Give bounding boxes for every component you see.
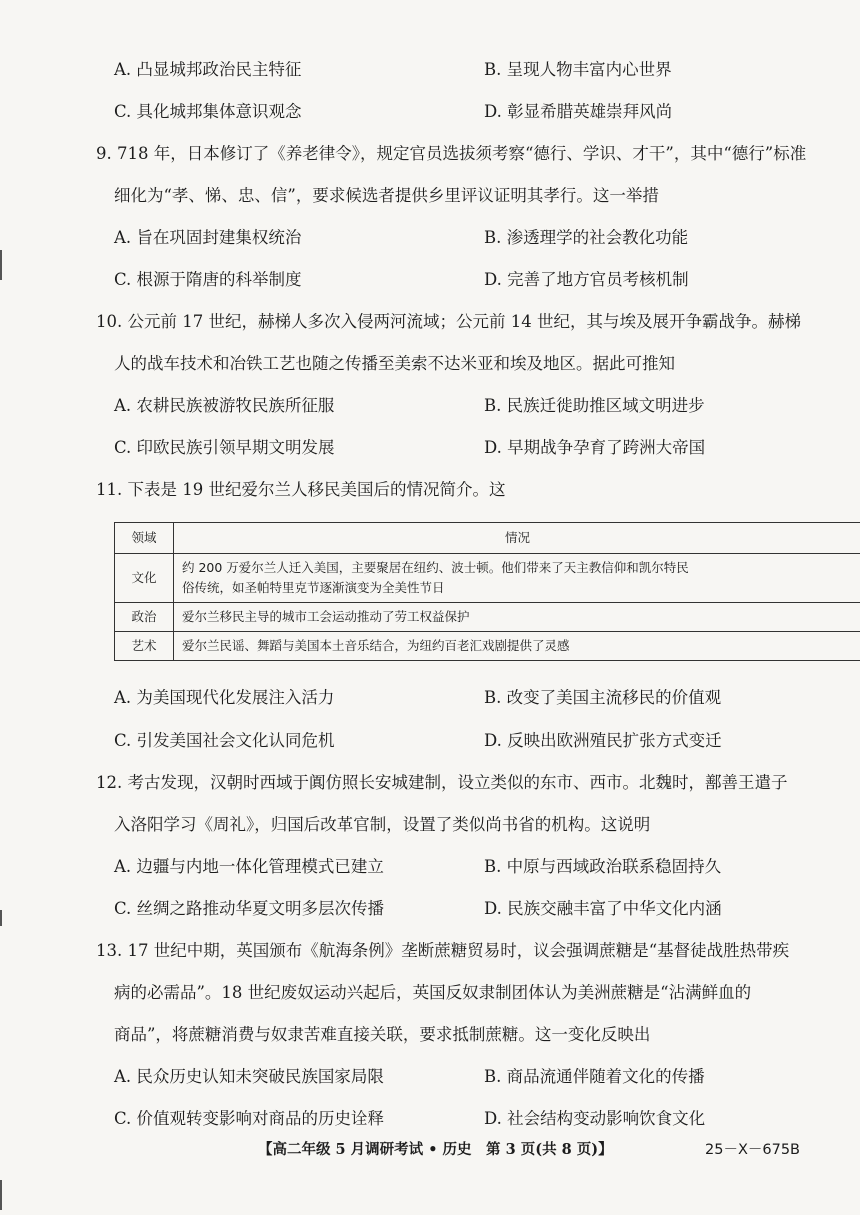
table-cell-text: 爱尔兰移民主导的城市工会运动推动了劳工权益保护 [174,603,860,632]
table-cell-field: 政治 [115,603,174,632]
q12-option-c[interactable]: C. 丝绸之路推动华夏文明多层次传播 [114,899,385,918]
q9-option-c[interactable]: C. 根源于隋唐的科举制度 [114,270,302,289]
footer-page-info: 【高二年级 5 月调研考试 • 历史 第 3 页(共 8 页)】 [258,1141,613,1158]
q13-stem-line2: 病的必需品”。18 世纪废奴运动兴起后，英国反奴隶制团体认为美洲蔗糖是“沾满鲜血的 [114,983,752,1002]
q11-info-table [114,522,860,661]
table-cell-field: 艺术 [115,632,174,661]
q13-option-b[interactable]: B. 商品流通伴随着文化的传播 [484,1067,705,1086]
q9-stem-line2: 细化为“孝、悌、忠、信”，要求候选者提供乡里评议证明其孝行。这一举措 [114,186,659,205]
q13-stem-line3: 商品”，将蔗糖消费与奴隶苦难直接关联，要求抵制蔗糖。这一变化反映出 [114,1025,651,1044]
q10-option-b[interactable]: B. 民族迁徙助推区域文明进步 [484,396,705,415]
table-cell-text-line: 俗传统，如圣帕特里克节逐渐演变为全美性节日 [182,580,445,595]
q8-option-c[interactable]: C. 具化城邦集体意识观念 [114,102,302,121]
q11-option-b[interactable]: B. 改变了美国主流移民的价值观 [484,688,722,707]
table-cell-field: 文化 [115,554,174,603]
q9-option-d[interactable]: D. 完善了地方官员考核机制 [484,270,689,289]
q12-option-a[interactable]: A. 边疆与内地一体化管理模式已建立 [114,857,384,876]
q9-stem-line1: 9. 718 年，日本修订了《养老律令》，规定官员选拔须考察“德行、学识、才干”，其中“德行”标准 [96,144,807,163]
table-cell-text: 爱尔兰民谣、舞蹈与美国本土音乐结合，为纽约百老汇戏剧提供了灵感 [174,632,860,661]
table-row [115,632,860,661]
table-header-situation: 情况 [174,523,860,554]
table-header-field: 领域 [115,523,174,554]
table-row [115,603,860,632]
q10-option-c[interactable]: C. 印欧民族引领早期文明发展 [114,438,335,457]
q10-stem-line2: 人的战车技术和冶铁工艺也随之传播至美索不达米亚和埃及地区。据此可推知 [114,354,675,373]
q8-option-d[interactable]: D. 彰显希腊英雄崇拜风尚 [484,102,673,121]
footer-exam-code: 25－X－675B [705,1142,801,1158]
table-row [115,554,860,603]
q11-stem-line1: 11. 下表是 19 世纪爱尔兰人移民美国后的情况简介。这 [96,480,506,499]
q13-option-d[interactable]: D. 社会结构变动影响饮食文化 [484,1109,706,1128]
scan-edge-mark [0,910,2,926]
q13-option-a[interactable]: A. 民众历史认知未突破民族国家局限 [114,1067,384,1086]
q8-option-a[interactable]: A. 凸显城邦政治民主特征 [114,60,302,79]
scan-edge-mark [0,250,2,280]
q10-option-d[interactable]: D. 早期战争孕育了跨洲大帝国 [484,438,706,457]
scan-edge-mark [0,1180,2,1210]
q9-option-b[interactable]: B. 渗透理学的社会教化功能 [484,228,689,247]
q12-option-d[interactable]: D. 民族交融丰富了中华文化内涵 [484,899,722,918]
q12-stem-line1: 12. 考古发现，汉朝时西域于阗仿照长安城建制，设立类似的东市、西市。北魏时，鄯善王遣子 [96,773,788,792]
q11-option-c[interactable]: C. 引发美国社会文化认同危机 [114,731,335,750]
table-cell-text [174,554,860,603]
q11-option-a[interactable]: A. 为美国现代化发展注入活力 [114,688,335,707]
table-cell-text-line: 约 200 万爱尔兰人迁入美国，主要聚居在纽约、波士顿。他们带来了天主教信仰和凯尔特民 [182,560,689,575]
q10-option-a[interactable]: A. 农耕民族被游牧民族所征服 [114,396,335,415]
table-header-row [115,523,860,554]
q12-option-b[interactable]: B. 中原与西域政治联系稳固持久 [484,857,722,876]
q12-stem-line2: 入洛阳学习《周礼》，归国后改革官制，设置了类似尚书省的机构。这说明 [114,815,651,834]
q9-option-a[interactable]: A. 旨在巩固封建集权统治 [114,228,302,247]
q13-option-c[interactable]: C. 价值观转变影响对商品的历史诠释 [114,1109,385,1128]
q11-option-d[interactable]: D. 反映出欧洲殖民扩张方式变迁 [484,731,722,750]
q8-option-b[interactable]: B. 呈现人物丰富内心世界 [484,60,672,79]
q10-stem-line1: 10. 公元前 17 世纪，赫梯人多次入侵两河流域；公元前 14 世纪，其与埃及展开争霸战争。赫梯 [96,312,801,331]
q13-stem-line1: 13. 17 世纪中期，英国颁布《航海条例》垄断蔗糖贸易时，议会强调蔗糖是“基督徒战胜热带疾 [96,941,790,960]
